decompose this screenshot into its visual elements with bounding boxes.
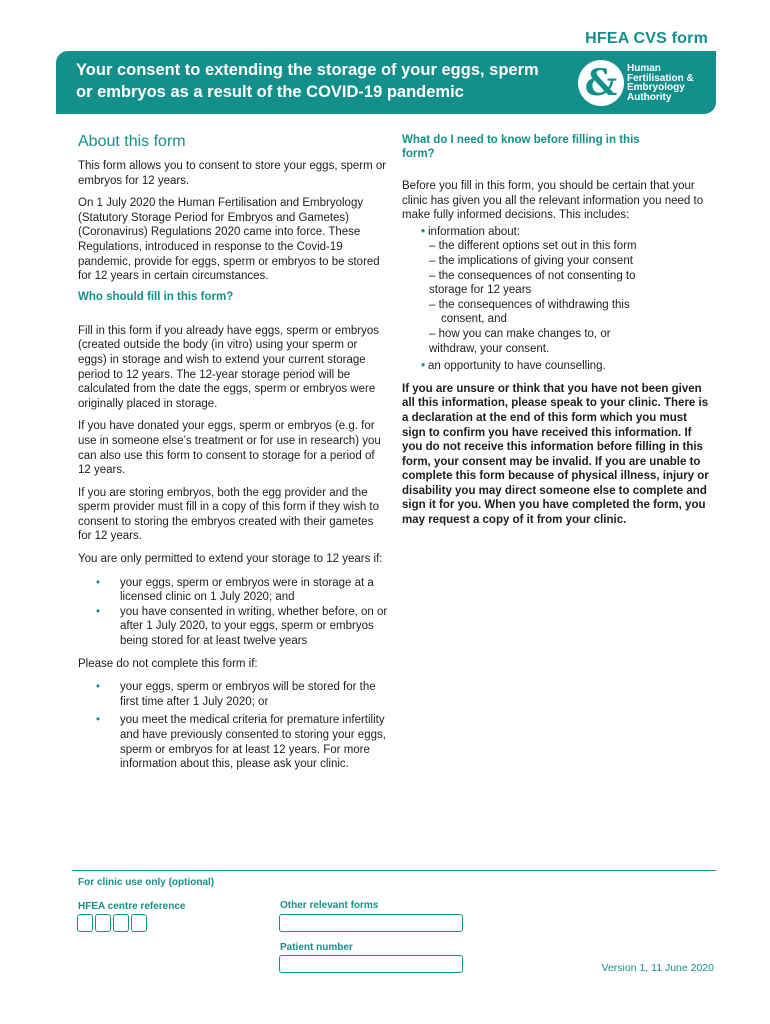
who-paragraph-1: Fill in this form if you already have eggs, sperm or embryos (created outside the body (in vitro) using your sperm or eggs) in storage and wish to extend your current storage period to 12 years. The 12-year storage period will be calculated from the date the eggs, sperm or embryos were originally placed in storage. xyxy=(78,324,380,410)
info-about-label: information about: xyxy=(428,225,521,238)
what-to-know-heading: What do I need to know before filling in this form? xyxy=(402,134,640,160)
reference-digit-box[interactable] xyxy=(77,914,93,932)
list-item: • your eggs, sperm or embryos were in storage at a licensed clinic on 1 July 2020; and xyxy=(78,576,388,605)
logo-line-1: Human xyxy=(627,63,661,74)
right-column xyxy=(402,133,712,528)
who-paragraph-3: If you are storing embryos, both the egg provider and the sperm provider must fill in a copy of this form if they wish to consent to storing the embryos created with their gametes for 12 years. xyxy=(78,486,380,543)
reference-digit-box[interactable] xyxy=(113,914,129,932)
not-complete-intro: Please do not complete this form if: xyxy=(78,657,258,670)
list-item: – the consequences of not consenting to xyxy=(429,269,636,282)
not-complete-list xyxy=(78,680,388,772)
list-item xyxy=(402,359,712,374)
list-item: • you meet the medical criteria for premature infertility and have previously consented to storing your eggs, sperm or embryos for at least 12 years. For more information about this, please ask your clinic. xyxy=(78,713,388,771)
counselling-label: an opportunity to have counselling. xyxy=(428,360,606,373)
logo-line-4: Authority xyxy=(627,91,672,103)
list-item-continued: withdraw, your consent. xyxy=(429,342,550,355)
list-item: • you have consented in writing, whether before, on or after 1 July 2020, to your eggs, sperm or embryos being stored for at least twelve years xyxy=(78,605,388,649)
permit-intro: You are only permitted to extend your storage to 12 years if: xyxy=(78,553,383,566)
page-title-line-2: or embryos as a result of the COVID-19 pandemic xyxy=(76,83,464,101)
hfea-logo xyxy=(578,60,708,106)
form-code: HFEA CVS form xyxy=(585,30,708,47)
page-title xyxy=(76,59,576,103)
title-banner xyxy=(56,51,716,114)
info-list xyxy=(402,225,712,374)
logo-line-3: Embryology xyxy=(627,82,685,94)
hfea-centre-reference-input xyxy=(77,914,147,932)
patient-number-label: Patient number xyxy=(280,942,353,953)
list-item-continued: storage for 12 years xyxy=(429,284,532,297)
about-paragraph-1: This form allows you to consent to store your eggs, sperm or embryos for 12 years. xyxy=(78,160,387,187)
logo-line-2: Fertilisation & xyxy=(627,72,694,84)
who-paragraph-2: If you have donated your eggs, sperm or embryos (e.g. for use in someone else’s treatment or for use in research) you can also use this form to consent to storage for a period of 12 years. xyxy=(78,420,381,477)
list-item: • your eggs, sperm or embryos will be stored for the first time after 1 July 2020; or xyxy=(78,680,388,709)
patient-number-field[interactable] xyxy=(279,955,463,973)
who-heading: Who should fill in this form? xyxy=(78,290,234,303)
list-item xyxy=(402,225,712,240)
other-relevant-forms-field[interactable] xyxy=(279,914,463,932)
hfea-centre-reference-label: HFEA centre reference xyxy=(78,901,186,912)
footer-divider xyxy=(72,870,716,871)
list-item: – the different options set out in this form xyxy=(429,240,637,253)
left-column xyxy=(78,133,388,780)
reference-digit-box[interactable] xyxy=(95,914,111,932)
list-item-continued: consent, and xyxy=(441,313,507,326)
list-item: – the implications of giving your consent xyxy=(429,254,633,267)
list-item: – the consequences of withdrawing this xyxy=(429,298,630,311)
logo-text xyxy=(627,64,694,102)
reference-digit-box[interactable] xyxy=(131,914,147,932)
permit-list xyxy=(78,576,388,649)
list-item: – how you can make changes to, or xyxy=(429,327,611,340)
about-heading: About this form xyxy=(78,133,186,150)
page-title-line-1: Your consent to extending the storage of your eggs, sperm xyxy=(76,61,539,79)
version-label: Version 1, 11 June 2020 xyxy=(601,962,714,974)
before-paragraph: Before you fill in this form, you should be certain that your clinic has given you all the relevant information you need to make fully informed decisions. This includes: xyxy=(402,180,704,222)
other-relevant-forms-label: Other relevant forms xyxy=(280,900,379,911)
ampersand-glyph: & xyxy=(584,62,618,104)
about-paragraph-2: On 1 July 2020 the Human Fertilisation and Embryology (Statutory Storage Period for Embryos and Gametes) (Coronavirus) Regulations 2020 came into force. These Regulations, introduced in response to the Covid-19 pandemic, provide for eggs, sperm or embryos to be stored for 12 years in certain circumstances. xyxy=(78,197,380,283)
important-notice: If you are unsure or think that you have not been given all this information, please speak to your clinic. There is a declaration at the end of this form which you must sign to confirm you have received this information. If you do not receive this information before filling in this form, your consent may be invalid. If you are unable to complete this form because of physical illness, injury or disability you may direct someone else to complete and sign it for you. When you have completed the form, you may request a copy of it from your clinic. xyxy=(402,382,709,527)
clinic-use-heading: For clinic use only (optional) xyxy=(78,877,215,888)
